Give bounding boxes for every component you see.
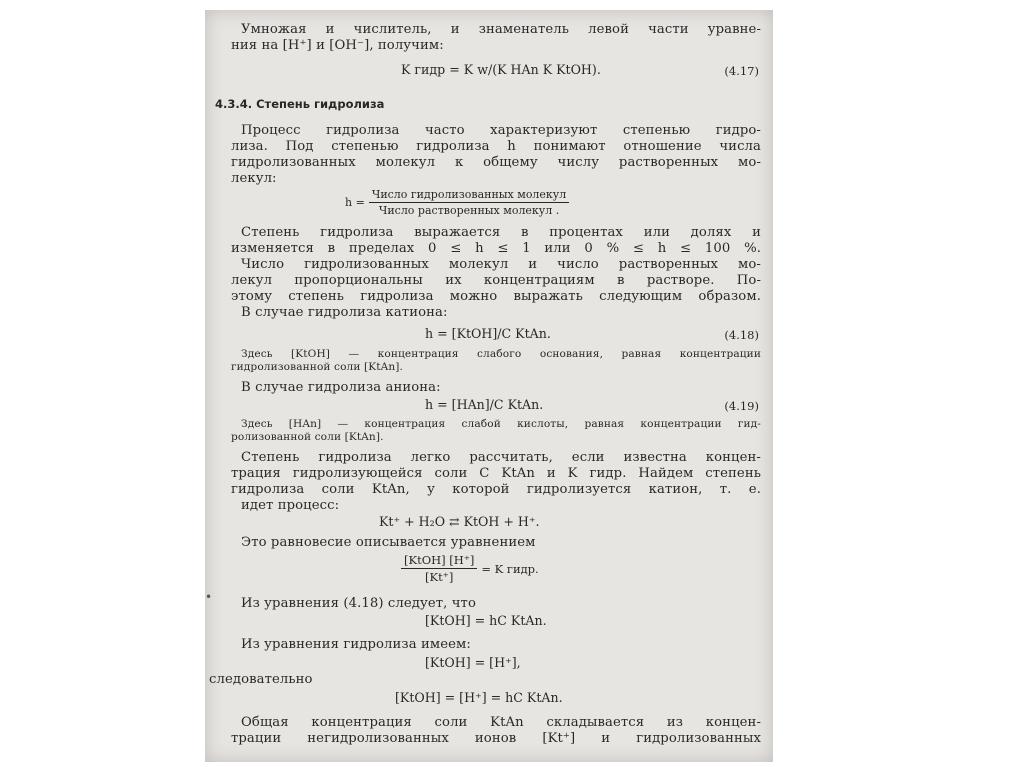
- text-line: Число гидролизованных молекул и число растворенных мо-: [241, 257, 761, 272]
- equation-ktoh-a: [KtOH] = hC KtAn.: [425, 613, 547, 628]
- note-line: Здесь [KtOH] — концентрация слабого основания, равная концентрации: [241, 348, 761, 360]
- text-line: этому степень гидролиза можно выражать следующим образом.: [231, 289, 761, 304]
- text-line: гидролизованных молекул к общему числу растворенных мо-: [231, 155, 761, 170]
- reaction-equation: Kt⁺ + H₂O ⇄ KtOH + H⁺.: [379, 514, 540, 529]
- scanned-page: [205, 10, 773, 762]
- text-line: Степень гидролиза легко рассчитать, если известна концен-: [241, 450, 761, 465]
- fraction-denominator: [Kt⁺]: [425, 570, 454, 584]
- text-line: идет процесс:: [241, 498, 340, 513]
- text-line: гидролиза соли KtAn, у которой гидролизуется катион, т. е.: [231, 482, 761, 497]
- text-line: Общая концентрация соли KtAn складывается из концен-: [241, 715, 761, 730]
- margin-mark: •: [205, 590, 213, 604]
- equation-4-18: h = [KtOH]/C KtAn.: [425, 326, 551, 341]
- text-line: В случае гидролиза катиона:: [241, 305, 448, 320]
- text-line: Умножая и числитель, и знаменатель левой части уравне-: [241, 22, 761, 37]
- text-line: лиза. Под степенью гидролиза h понимают отношение числа: [231, 139, 761, 154]
- text-line: В случае гидролиза аниона:: [241, 380, 441, 395]
- fraction-lhs: h =: [345, 196, 365, 209]
- fraction-numerator: [KtOH] [H⁺]: [401, 553, 477, 569]
- text-line: Процесс гидролиза часто характеризуют степенью гидро-: [241, 123, 761, 138]
- text-line: Степень гидролиза выражается в процентах или долях и: [241, 225, 761, 240]
- note-line: Здесь [HAn] — концентрация слабой кислоты, равная концентрации гид-: [241, 418, 761, 430]
- text-line: Из уравнения (4.18) следует, что: [241, 596, 476, 611]
- equation-ktoh-c: [KtOH] = [H⁺] = hC KtAn.: [395, 690, 563, 705]
- text-line: трации негидролизованных ионов [Kt⁺] и гидролизованных: [231, 731, 761, 746]
- fraction-rhs: = K гидр.: [481, 561, 539, 576]
- text-line: лекул пропорциональны их концентрациям в растворе. По-: [231, 273, 761, 288]
- equation-number: (4.19): [724, 399, 759, 413]
- fraction-equilibrium: [401, 553, 539, 584]
- equation-number: (4.18): [724, 328, 759, 342]
- note-line: ролизованной соли [KtAn].: [231, 431, 384, 443]
- text-line: ния на [H⁺] и [OH⁻], получим:: [231, 38, 444, 53]
- equation-4-17: K гидр = K w/(K HAn K KtOH).: [401, 62, 601, 77]
- fraction-denominator: Число растворенных молекул .: [378, 204, 560, 217]
- note-line: гидролизованной соли [KtAn].: [231, 361, 403, 373]
- equation-4-19: h = [HAn]/C KtAn.: [425, 397, 544, 412]
- equation-ktoh-b: [KtOH] = [H⁺],: [425, 655, 521, 670]
- section-heading: 4.3.4. Степень гидролиза: [215, 97, 385, 111]
- fraction-numerator: Число гидролизованных молекул: [369, 188, 569, 203]
- text-line: изменяется в пределах 0 ≤ h ≤ 1 или 0 % ≤ h ≤ 100 %.: [231, 241, 761, 256]
- text-line: лекул:: [231, 171, 277, 186]
- fraction-h: [345, 188, 569, 217]
- text-line: трация гидролизующейся соли C KtAn и K гидр. Найдем степень: [231, 466, 761, 481]
- text-line: Это равновесие описывается уравнением: [241, 535, 536, 550]
- text-line: Из уравнения гидролиза имеем:: [241, 637, 471, 652]
- equation-number: (4.17): [724, 64, 759, 78]
- text-line: следовательно: [209, 672, 313, 687]
